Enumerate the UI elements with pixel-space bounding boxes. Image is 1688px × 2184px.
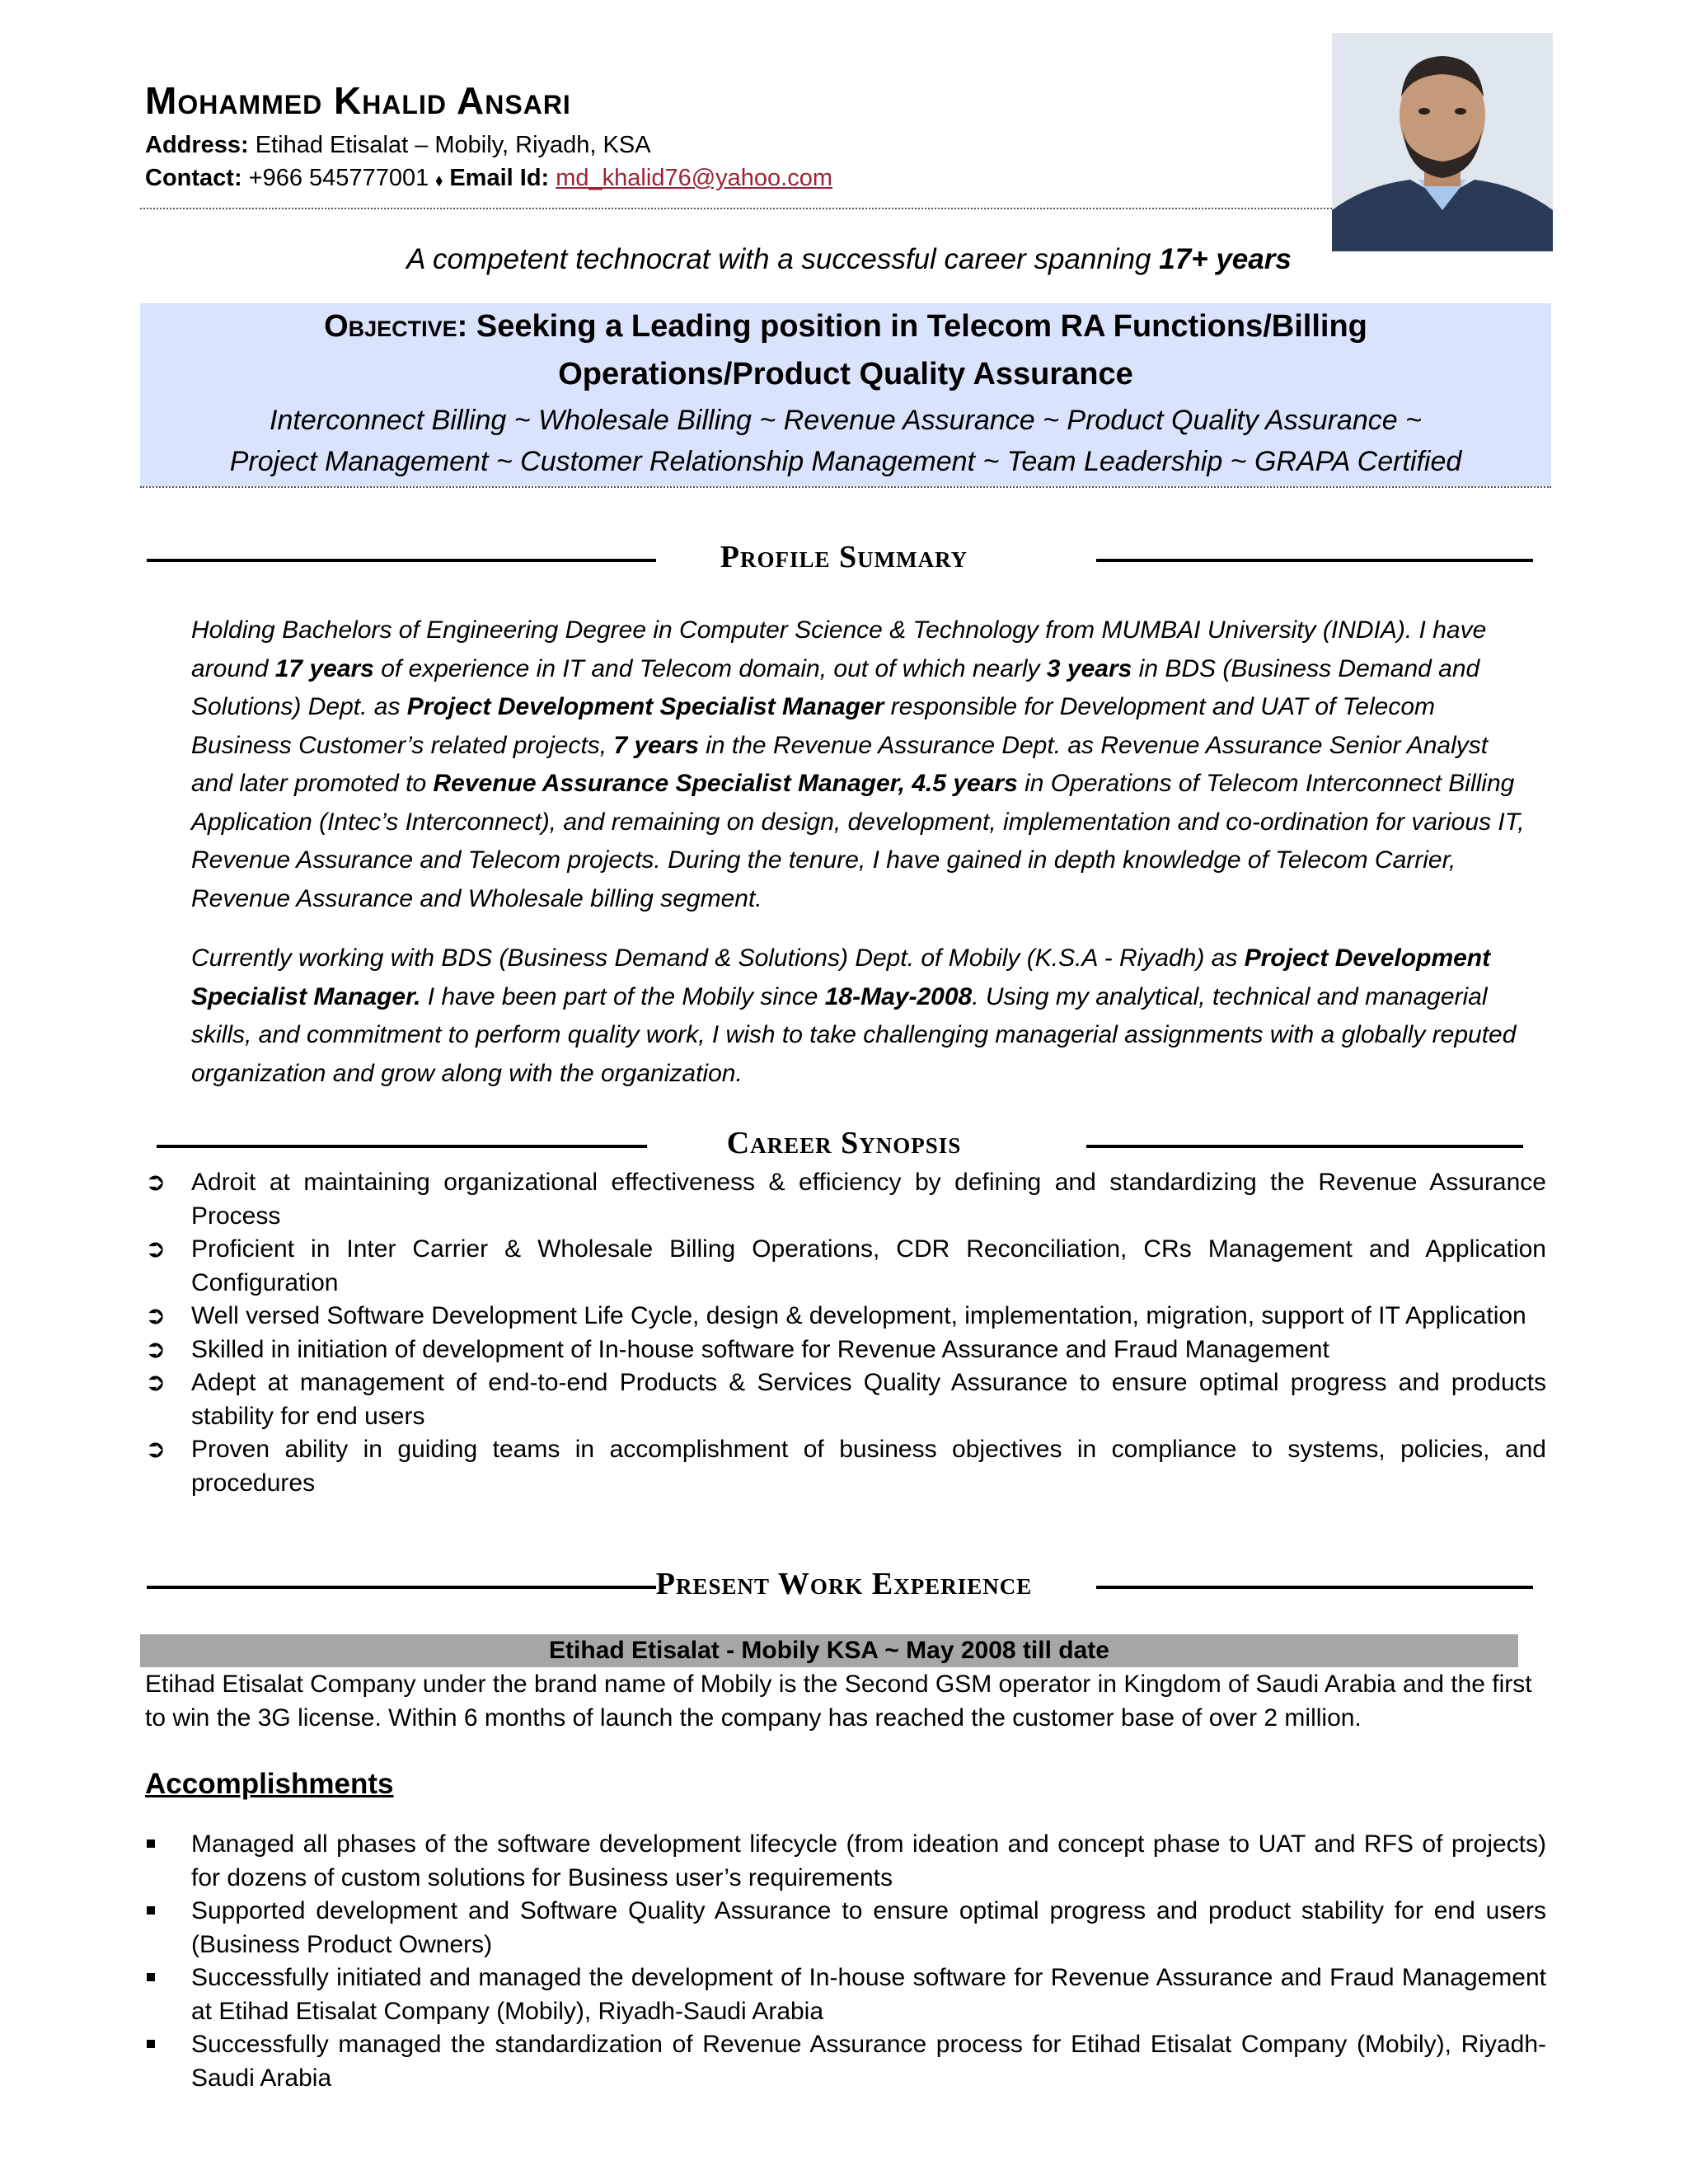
synopsis-item bbox=[145, 1300, 1546, 1333]
summary-emphasis: Project Development Specialist Manager. bbox=[191, 944, 1491, 1010]
summary-text: responsible for Development and UAT of Telecom Business Customer’s related projects, bbox=[191, 693, 1435, 759]
summary-emphasis: 17 years bbox=[274, 654, 374, 682]
objective-label: Objective: bbox=[324, 309, 468, 344]
section-rule-right bbox=[1086, 1145, 1523, 1148]
accomplishment-item bbox=[145, 1961, 1546, 2028]
arrow-bullet-icon: ➲ bbox=[145, 1369, 166, 1396]
objective-skills-1: Interconnect Billing ~ Wholesale Billing ~ Revenue Assurance ~ Product Quality Assurance ~ bbox=[270, 405, 1422, 436]
section-present-work bbox=[0, 1566, 1688, 1607]
email-label: Email Id: bbox=[449, 165, 550, 191]
summary-emphasis: 3 years bbox=[1046, 654, 1132, 682]
summary-text: in the Revenue Assurance Dept. as Revenue Assurance Senior Analyst and later promoted to bbox=[191, 731, 1489, 797]
arrow-bullet-icon: ➲ bbox=[145, 1436, 166, 1463]
section-title: Profile Summary bbox=[720, 540, 968, 574]
address-value: Etihad Etisalat – Mobily, Riyadh, KSA bbox=[255, 132, 651, 158]
candidate-name: Mohammed Khalid Ansari bbox=[145, 79, 571, 122]
career-synopsis-list bbox=[145, 1166, 1546, 1500]
tagline-text: A competent technocrat with a successful career spanning bbox=[406, 243, 1160, 275]
header-divider bbox=[140, 208, 1332, 209]
objective-line-1 bbox=[140, 302, 1551, 350]
synopsis-item bbox=[145, 1333, 1546, 1367]
company-bar: Etihad Etisalat - Mobily KSA ~ May 2008 till date bbox=[140, 1634, 1518, 1667]
section-rule-right bbox=[1096, 1586, 1533, 1589]
synopsis-item-text: Proven ability in guiding teams in accomplishment of business objectives in compliance to systems, policies, and procedures bbox=[191, 1436, 1546, 1497]
accomplishments-list bbox=[145, 1828, 1546, 2095]
synopsis-item-text: Well versed Software Development Life Cycle, design & development, implementation, migration, support of IT Application bbox=[191, 1302, 1526, 1329]
section-profile-summary bbox=[0, 539, 1688, 580]
square-bullet-icon bbox=[147, 2040, 155, 2048]
section-title: Career Synopsis bbox=[726, 1126, 962, 1160]
summary-emphasis: Revenue Assurance Specialist Manager, 4.5 years bbox=[433, 770, 1018, 797]
objective-divider bbox=[140, 486, 1551, 488]
square-bullet-icon bbox=[147, 1973, 155, 1981]
synopsis-item-text: Adept at management of end-to-end Products & Services Quality Assurance to ensure optimal progress and products stability for end users bbox=[191, 1369, 1546, 1430]
summary-text: in Operations of Telecom Interconnect Billing Application (Intec’s Interconnect), and remaining on design, development, implementation and co-ordination for various IT, Revenue Assurance and Telecom projects. During the tenure, I have gained in depth knowledge of Telecom Carrier, Revenue Assurance and Wholesale billing segment. bbox=[191, 770, 1525, 912]
square-bullet-icon bbox=[147, 1906, 155, 1915]
portrait-illustration bbox=[1332, 33, 1553, 251]
synopsis-item-text: Proficient in Inter Carrier & Wholesale Billing Operations, CDR Reconciliation, CRs Management and Application Configuration bbox=[191, 1235, 1546, 1296]
summary-text: Holding Bachelors of Engineering Degree in Computer Science & Technology from MUMBAI University (INDIA). I have around bbox=[191, 616, 1487, 682]
company-description: Etihad Etisalat Company under the brand name of Mobily is the Second GSM operator in Kingdom of Saudi Arabia and the first to win the 3G license. Within 6 months of launch the company has reached the customer base of over 2 million. bbox=[145, 1671, 1532, 1732]
accomplishment-item bbox=[145, 1828, 1546, 1895]
address-label: Address: bbox=[145, 132, 249, 158]
synopsis-item-text: Adroit at maintaining organizational effectiveness & efficiency by defining and standardizing the Revenue Assurance Process bbox=[191, 1169, 1546, 1230]
accomplishment-item bbox=[145, 2028, 1546, 2095]
section-career-synopsis bbox=[0, 1125, 1688, 1166]
summary-text: Currently working with BDS (Business Demand & Solutions) Dept. of Mobily (K.S.A - Riyadh) as bbox=[191, 944, 1245, 972]
summary-paragraph-2 bbox=[191, 940, 1526, 1093]
objective-skills-2: Project Management ~ Customer Relationship Management ~ Team Leadership ~ GRAPA Certified bbox=[229, 446, 1462, 477]
phone-value: +966 545777001 bbox=[248, 165, 429, 191]
summary-emphasis: Project Development Specialist Manager bbox=[406, 693, 884, 720]
section-title: Present Work Experience bbox=[655, 1567, 1033, 1601]
arrow-bullet-icon: ➲ bbox=[145, 1335, 166, 1363]
section-rule-right bbox=[1096, 559, 1533, 562]
accomplishment-item-text: Managed all phases of the software development lifecycle (from ideation and concept phase to UAT and RFS of projects) for dozens of custom solutions for Business user’s requirements bbox=[191, 1830, 1546, 1891]
synopsis-item bbox=[145, 1366, 1546, 1433]
profile-photo bbox=[1332, 33, 1553, 251]
separator-glyph: ⬧ bbox=[435, 171, 443, 190]
accomplishment-item-text: Successfully managed the standardization of Revenue Assurance process for Etihad Etisalat Company (Mobily), Riyadh-Saudi Arabia bbox=[191, 2031, 1546, 2092]
synopsis-item bbox=[145, 1433, 1546, 1500]
tagline bbox=[140, 243, 1558, 276]
summary-paragraph-1 bbox=[191, 612, 1526, 918]
address-line bbox=[145, 129, 651, 161]
arrow-bullet-icon: ➲ bbox=[145, 1169, 166, 1196]
contact-label: Contact: bbox=[145, 165, 242, 191]
synopsis-item-text: Skilled in initiation of development of In-house software for Revenue Assurance and Fraud Management bbox=[191, 1335, 1329, 1363]
synopsis-item bbox=[145, 1166, 1546, 1233]
accomplishment-item-text: Successfully initiated and managed the development of In-house software for Revenue Assurance and Fraud Management at Etihad Etisalat Company (Mobily), Riyadh-Saudi Arabia bbox=[191, 1964, 1546, 2025]
accomplishment-item bbox=[145, 1895, 1546, 1961]
summary-text: I have been part of the Mobily since bbox=[420, 982, 825, 1010]
email-link[interactable]: md_khalid76@yahoo.com bbox=[556, 165, 833, 191]
objective-text-1: Seeking a Leading position in Telecom RA Functions/Billing bbox=[467, 309, 1367, 344]
summary-text: in BDS (Business Demand and Solutions) Dept. as bbox=[191, 654, 1480, 720]
accomplishment-item-text: Supported development and Software Quality Assurance to ensure optimal progress and product stability for end users (Business Product Owners) bbox=[191, 1897, 1546, 1958]
summary-text: . Using my analytical, technical and managerial skills, and commitment to perform quality work, I wish to take challenging managerial assignments with a globally reputed organization and grow along with the organization. bbox=[191, 982, 1517, 1087]
objective-line-2: Operations/Product Quality Assurance bbox=[558, 357, 1133, 391]
summary-emphasis: 18-May-2008 bbox=[824, 982, 973, 1010]
synopsis-item bbox=[145, 1233, 1546, 1300]
arrow-bullet-icon: ➲ bbox=[145, 1302, 166, 1329]
arrow-bullet-icon: ➲ bbox=[145, 1235, 166, 1263]
square-bullet-icon bbox=[147, 1840, 155, 1848]
summary-emphasis: 7 years bbox=[613, 731, 699, 759]
summary-text: of experience in IT and Telecom domain, out of which nearly bbox=[373, 654, 1047, 682]
contact-line bbox=[145, 162, 832, 196]
tagline-highlight: 17+ years bbox=[1159, 243, 1292, 275]
accomplishments-heading: Accomplishments bbox=[145, 1768, 394, 1800]
